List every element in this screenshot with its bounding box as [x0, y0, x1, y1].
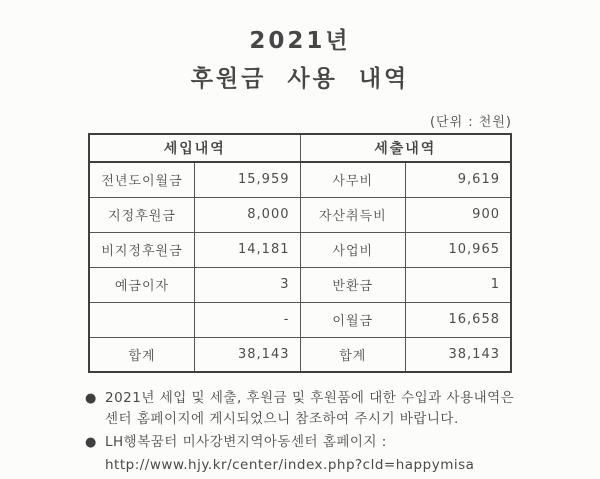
expense-amount-cell: 1 — [406, 267, 512, 302]
income-amount-cell: 15,959 — [195, 162, 301, 197]
table-row — [89, 197, 511, 232]
expense-item-cell: 반환금 — [300, 267, 406, 302]
expense-item-cell: 사업비 — [300, 232, 406, 267]
note-item — [85, 388, 540, 430]
expense-item-cell: 자산취득비 — [300, 197, 406, 232]
expense-item-cell: 이월금 — [300, 302, 406, 337]
income-item-cell: 전년도이월금 — [89, 162, 195, 197]
note-label: LH행복꿈터 미사강변지역아동센터 홈페이지 : — [105, 434, 387, 450]
expense-header-cell: 세출내역 — [300, 134, 511, 162]
income-amount-cell: 14,181 — [195, 232, 301, 267]
income-amount-cell: 3 — [195, 267, 301, 302]
income-item-cell: 비지정후원금 — [89, 232, 195, 267]
table-row — [89, 162, 511, 197]
footnotes — [85, 388, 540, 476]
income-item-cell: 예금이자 — [89, 267, 195, 302]
homepage-url: http://www.hjy.kr/center/index.php?cld=happymisa — [105, 457, 475, 473]
income-amount-cell: 8,000 — [195, 197, 301, 232]
income-item-cell: 지정후원금 — [89, 197, 195, 232]
page-title-subject: 후원금 사용 내역 — [190, 66, 410, 92]
income-item-cell — [89, 302, 195, 337]
bullet-icon: ● — [85, 435, 97, 450]
unit-label: (단위 : 천원) — [429, 115, 512, 130]
donation-table — [88, 133, 512, 373]
table-row — [89, 267, 511, 302]
table-total-row — [89, 337, 511, 372]
expense-item-cell: 사무비 — [300, 162, 406, 197]
expense-amount-cell: 900 — [406, 197, 512, 232]
note-text: 2021년 세입 및 세출, 후원금 및 후원품에 대한 수입과 사용내역은 센터 홈페이지에 게시되었으니 참조하여 주시기 바랍니다. — [105, 390, 515, 427]
title-block — [0, 0, 600, 93]
table-header-row — [89, 134, 511, 162]
expense-amount-cell: 16,658 — [406, 302, 512, 337]
note-item — [85, 432, 540, 453]
expense-total-label-cell: 합계 — [300, 337, 406, 372]
expense-amount-cell: 10,965 — [406, 232, 512, 267]
income-total-label-cell: 합계 — [89, 337, 195, 372]
expense-amount-cell: 9,619 — [406, 162, 512, 197]
income-total-amount-cell: 38,143 — [195, 337, 301, 372]
table-row — [89, 232, 511, 267]
income-amount-cell: - — [195, 302, 301, 337]
income-header-cell: 세입내역 — [89, 134, 300, 162]
bullet-icon: ● — [85, 391, 97, 406]
table-row — [89, 302, 511, 337]
expense-total-amount-cell: 38,143 — [406, 337, 512, 372]
page-title-year: 2021년 — [249, 28, 351, 54]
